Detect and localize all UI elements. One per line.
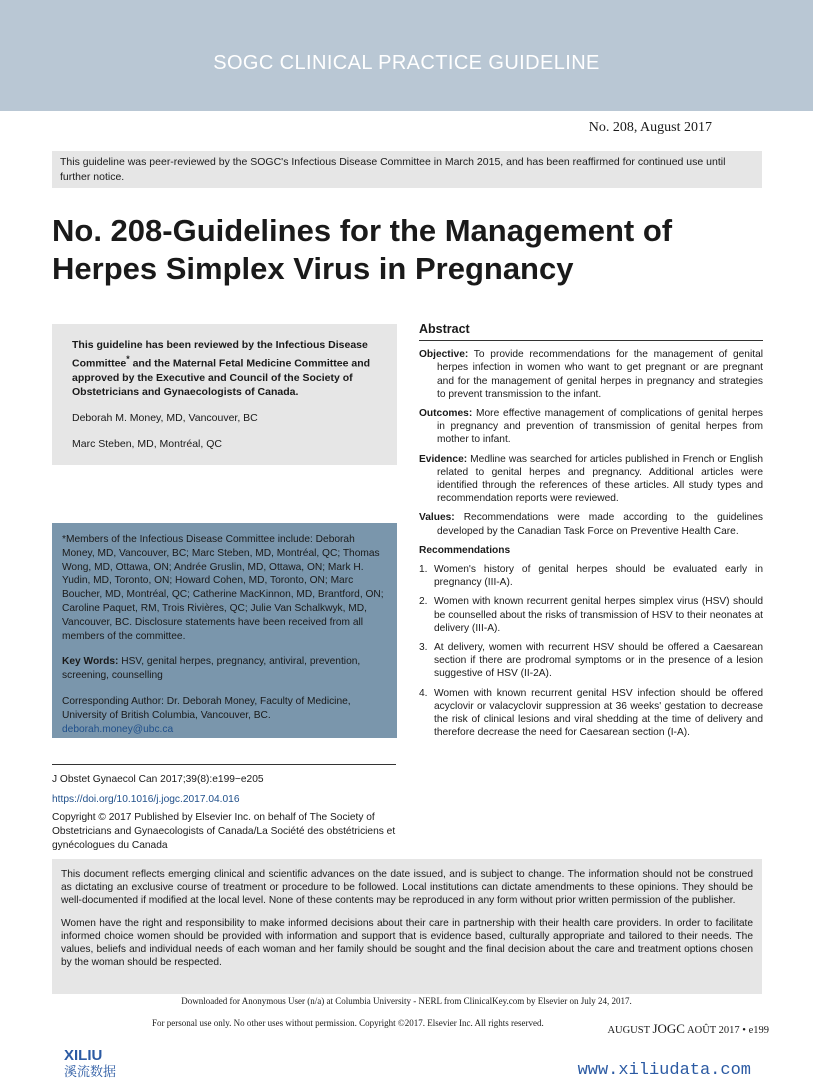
recommendation-item: 4. Women with known recurrent genital HSV infection should be offered acyclovir or valacyclovir suppression at 36 weeks' gestation to decrease the risk of clinical lesions and viral shedding at the time of delivery and therefore decrease the need for Caesarean section (I-A). [419, 687, 763, 739]
guideline-banner [0, 0, 813, 111]
banner-title: SOGC CLINICAL PRACTICE GUIDELINE [213, 52, 600, 74]
keywords-label: Key Words: [62, 656, 119, 668]
abstract-evidence: Evidence: Medline was searched for articles published in French or English related to genital herpes and pregnancy. Additional articles were identified through the references of these articles. All study types and recommendation reports were reviewed. [419, 453, 763, 505]
watermark-site-link[interactable]: www.xiliudata.com [577, 1061, 751, 1080]
recommendations-heading: Recommendations [419, 544, 511, 556]
footer-month-fr: AOÛT 2017 [687, 1025, 740, 1036]
author-2: Marc Steben, MD, Montréal, QC [72, 437, 222, 450]
abstract-values: Values: Recommendations were made according to the guidelines developed by the Canadian Task Force on Preventive Health Care. [419, 512, 763, 537]
recommendation-item: 1. Women's history of genital herpes should be evaluated early in pregnancy (III-A). [419, 564, 763, 589]
personal-use-notice: For personal use only. No other uses without permission. Copyright ©2017. Elsevier Inc. All rights reserved. [152, 1018, 544, 1028]
review-note: This guideline was peer-reviewed by the SOGC's Infectious Disease Committee in March 2015, and has been reaffirmed for continued use until further notice. [52, 151, 762, 188]
approval-statement: This guideline has been reviewed by the Infectious Disease Committee* and the Maternal Fetal Medicine Committee and approved by the Executive and Council of the Society of Obstetricians and Gynaecologists of Canada. [72, 339, 371, 398]
abstract-heading: Abstract [419, 322, 470, 336]
doi-link[interactable]: https://doi.org/10.1016/j.jogc.2017.04.016 [52, 794, 240, 805]
committee-members: *Members of the Infectious Disease Committee include: Deborah Money, MD, Vancouver, BC; Marc Steben, MD, Montréal, QC; Thomas Wong, MD, Ottawa, ON; Andrée Gruslin, MD, Ottawa, ON; Mark H. Yudin, MD, Toronto, ON; Howard Cohen, MD, Toronto, ON; Marc Boucher, MD, Montréal, QC; Catherine MacKinnon, MD, Brantford, ON; Caroline Paquet, RM, Trois Rivières, QC; Julie Van Schalkwyk, MD, Vancouver, BC. Disclosure statements have been received from all members of the committee. [62, 534, 384, 642]
abstract [419, 323, 763, 745]
recommendation-item: 2. Women with known recurrent genital herpes simplex virus (HSV) should be counselled about the risks of transmission of HSV to their neonates at delivery (III-A). [419, 596, 763, 634]
article-title: No. 208-Guidelines for the Management of Herpes Simplex Virus in Pregnancy [52, 213, 673, 286]
approval-box [52, 324, 397, 465]
footer-month: AUGUST [607, 1025, 650, 1036]
keywords: Key Words: HSV, genital herpes, pregnancy, antiviral, prevention, screening, counselling [62, 656, 361, 682]
page-number: e199 [748, 1025, 769, 1036]
disclaimer-paragraph: This document reflects emerging clinical and scientific advances on the date issued, and is subject to change. The information should not be construed as dictating an exclusive course of treatment or procedure to be followed. Local institutions can dictate amendments to these opinions. They should be well-documented if modified at the local level. None of these contents may be reproduced in any form without prior written permission of the publisher. [61, 869, 753, 907]
logo-chinese-text: 溪流数据 [64, 1065, 117, 1080]
informed-choice-paragraph: Women have the right and responsibility to make informed decisions about their care in partnership with their health care providers. In order to facilitate informed choice women should be provided with information and support that is evidence based, culturally appropriate and tailored to their needs. The values, beliefs and individual needs of each woman and her family should be sought and the final decision about the care and treatment options chosen by the woman should be respected. [61, 917, 753, 969]
disclaimer-box [52, 859, 762, 994]
logo-wordmark: XILIU [64, 1047, 103, 1064]
abstract-objective: Objective: To provide recommendations for the management of genital herpes infection in women who want to get pregnant or are pregnant and for the management of genital herpes in pregnancy and strategies to prevent transmission to the infant. [419, 349, 763, 400]
divider [52, 764, 396, 765]
author-1: Deborah M. Money, MD, Vancouver, BC [72, 411, 258, 424]
abstract-divider [419, 340, 763, 341]
copyright: Copyright © 2017 Published by Elsevier Inc. on behalf of The Society of Obstetricians and Gynaecologists of Canada/La Société des obstétriciens et gynécologues du Canada [52, 812, 396, 851]
journal-citation: J Obstet Gynaecol Can 2017;39(8):e199−e205 [52, 774, 264, 785]
recommendations-list [419, 563, 763, 739]
xiliu-logo-icon [62, 1044, 134, 1080]
abstract-outcomes: Outcomes: More effective management of complications of genital herpes in pregnancy and prevention of transmission of genital herpes from mother to infant. [419, 408, 763, 446]
download-notice: Downloaded for Anonymous User (n/a) at Columbia University - NERL from ClinicalKey.com by Elsevier on July 24, 2017. [181, 996, 632, 1006]
committee-box [52, 523, 397, 738]
page-footer [607, 1021, 769, 1037]
recommendation-item: 3. At delivery, women with recurrent HSV should be offered a Caesarean section if there are prodromal symptoms or in the presence of a lesion suggestive of HSV (II-2A). [419, 642, 763, 680]
footer-bullet: • [742, 1025, 746, 1036]
footer-journal: JOGC [652, 1021, 685, 1036]
issue-number: No. 208, August 2017 [588, 120, 712, 135]
corresponding-author: Corresponding Author: Dr. Deborah Money, Faculty of Medicine, University of British Columbia, Vancouver, BC. [62, 695, 351, 721]
author-email-link[interactable]: deborah.money@ubc.ca [62, 723, 174, 735]
footnote-marker: * [126, 354, 130, 364]
